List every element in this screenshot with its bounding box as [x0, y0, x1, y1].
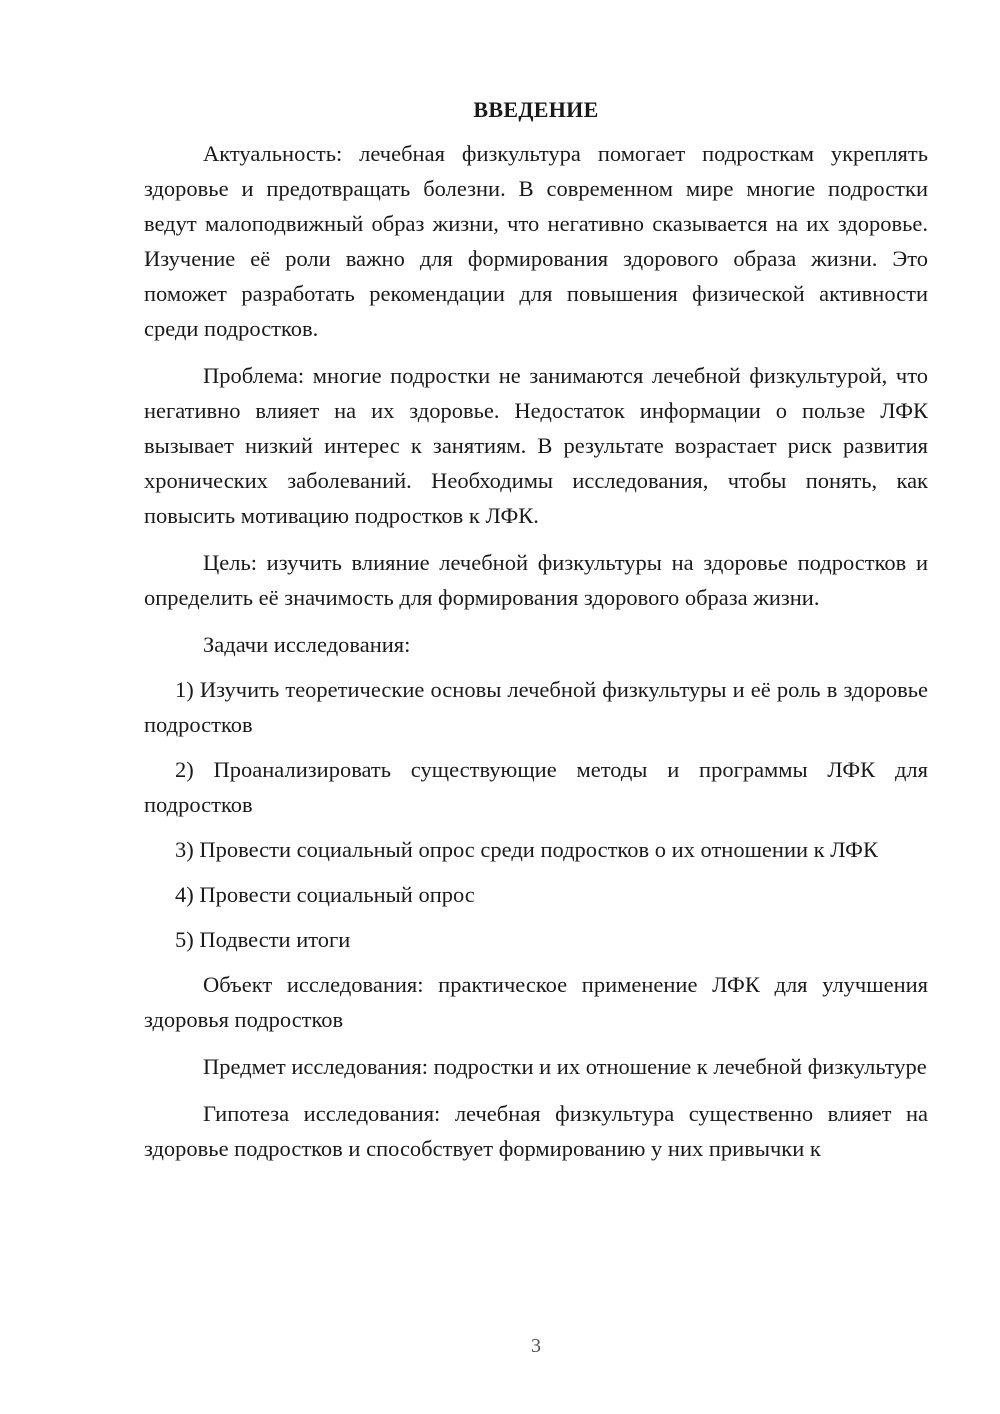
subject-paragraph: Предмет исследования: подростки и их отношение к лечебной физкультуре [203, 1054, 927, 1079]
task-item: 3) Провести социальный опрос среди подростков о их отношении к ЛФК [175, 837, 878, 862]
page-number: 3 [531, 1335, 541, 1357]
task-item: 4) Провести социальный опрос [175, 882, 475, 907]
task-item: 5) Подвести итоги [175, 927, 351, 952]
hypothesis-paragraph: Гипотеза исследования: лечебная физкультура существенно влияет на здоровье подростков и способствует формированию у них привычки к [144, 1101, 928, 1161]
tasks-title: Задачи исследования: [203, 632, 411, 657]
document-page [144, 96, 928, 1178]
object-paragraph: Объект исследования: практическое применение ЛФК для улучшения здоровья подростков [144, 972, 928, 1032]
relevance-paragraph: Актуальность: лечебная физкультура помогает подросткам укреплять здоровье и предотвращать болезни. В современном мире многие подростки ведут малоподвижный образ жизни, что негативно сказывается на их здоровье. Изучение её роли важно для формирования здорового образа жизни. Это поможет разработать рекомендации для повышения физической активности среди подростков. [144, 141, 928, 341]
goal-paragraph: Цель: изучить влияние лечебной физкультуры на здоровье подростков и определить её значимость для формирования здорового образа жизни. [144, 550, 928, 610]
section-heading: ВВЕДЕНИЕ [473, 97, 599, 122]
task-item: 2) Проанализировать существующие методы и программы ЛФК для подростков [144, 757, 928, 817]
task-item: 1) Изучить теоретические основы лечебной физкультуры и её роль в здоровье подростков [144, 677, 928, 737]
problem-paragraph: Проблема: многие подростки не занимаются лечебной физкультурой, что негативно влияет на их здоровье. Недостаток информации о пользе ЛФК вызывает низкий интерес к занятиям. В результате возрастает риск развития хронических заболеваний. Необходимы исследования, чтобы понять, как повысить мотивацию подростков к ЛФК. [144, 363, 928, 528]
